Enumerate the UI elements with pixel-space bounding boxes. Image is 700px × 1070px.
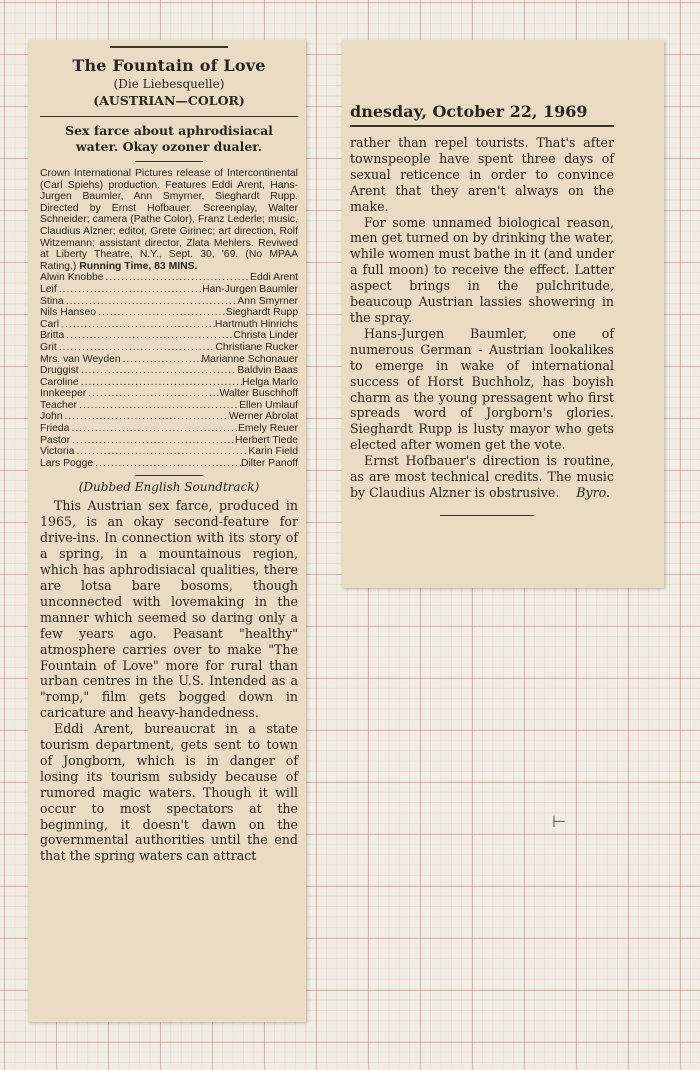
- leader-dots: [70, 435, 235, 447]
- paragraph: Hans-Jurgen Baumler, one of numerous German - Austrian lookalikes to emerge in wake of international success of Horst Buchholz, has boyish charm as the young pressagent who first spreads word of Jorgborn's glories. Sieghardt Rupp is lusty mayor who gets elected after women get the vote.: [350, 325, 614, 453]
- leader-dots: [57, 284, 202, 296]
- divider-short: [135, 161, 203, 162]
- cast-role: Druggist: [40, 365, 79, 377]
- film-title: The Fountain of Love: [72, 56, 266, 75]
- cast-row: [40, 446, 298, 458]
- cast-row: [40, 388, 298, 400]
- cast-actor: Eddi Arent: [250, 272, 298, 284]
- cast-list: [40, 272, 298, 469]
- cast-row: [40, 307, 298, 319]
- cast-role: Frieda: [40, 423, 70, 435]
- cast-actor: Helga Marlo: [241, 376, 298, 388]
- leader-dots: [57, 342, 216, 354]
- cast-row: [40, 272, 298, 284]
- cast-row: [40, 296, 298, 308]
- cast-row: [40, 400, 298, 412]
- review-body-left: [40, 498, 298, 864]
- original-title: (Die Liebesquelle): [113, 77, 225, 91]
- cast-role: Victoria: [40, 446, 75, 458]
- review-clipping-right: [342, 40, 664, 588]
- cast-role: Grit: [40, 341, 57, 353]
- cast-row: [40, 377, 298, 389]
- cast-row: [40, 411, 298, 423]
- cast-actor: Sieghardt Rupp: [225, 307, 298, 319]
- review-clipping-left: [28, 40, 306, 1022]
- cast-row: [40, 319, 298, 331]
- cast-role: Teacher: [40, 399, 77, 411]
- cast-row: [40, 435, 298, 447]
- divider: [40, 116, 298, 117]
- paragraph-text: Ernst Hofbauer's direction is routine, as are most technical credits. The music by Claudius Alzner is obstrusive.: [350, 453, 614, 500]
- dateline: dnesday, October 22, 1969: [350, 102, 588, 121]
- cast-role: Innkeeper: [40, 388, 87, 400]
- cast-role: Britta: [40, 330, 65, 342]
- review-body-right: [350, 135, 614, 501]
- cast-role: Pastor: [40, 434, 71, 446]
- leader-dots: [77, 400, 239, 412]
- cast-actor: Werner Abrolat: [228, 411, 298, 423]
- leader-dots: [69, 423, 237, 435]
- paragraph: Eddi Arent, bureaucrat in a state tourism department, gets sent to town of Jongborn, which is in danger of losing its tourism subsidy because of rumored magic waters. Though it will occur to most spectators at the beginning, it doesn't dawn on the governmental authorities until the end that the spring waters can attract: [40, 721, 298, 864]
- cast-actor: Hartmuth Hinrichs: [214, 318, 298, 330]
- end-rule: [440, 515, 534, 516]
- byline: Byro.: [576, 484, 610, 500]
- cast-role: John: [40, 411, 63, 423]
- cast-row: [40, 365, 298, 377]
- leader-dots: [104, 272, 251, 284]
- cast-row: [40, 423, 298, 435]
- cast-role: Mrs. van Weyden: [40, 353, 121, 365]
- pencil-mark-icon: ⊢: [552, 812, 566, 831]
- leader-dots: [63, 411, 229, 423]
- cast-role: Stina: [40, 295, 64, 307]
- leader-dots: [121, 354, 202, 366]
- top-rule: [110, 46, 228, 48]
- leader-dots: [59, 319, 215, 331]
- paragraph: This Austrian sex farce, produced in 1965, is an okay second-feature for drive-ins. In connection with its story of a spring, in a mountainous region, which has aphrodisiacal qualities, there are lotsa bare bosoms, though unconnected with lovemaking in the manner which seemed so daring only a few years ago. Peasant "healthy" atmosphere carries over to make "The Fountain of Love" more for rural than urban centres in the U.S. Intended as a "romp," film gets bogged down in caricature and heavy-handedness.: [40, 498, 298, 721]
- leader-dots: [93, 458, 241, 470]
- cast-role: Nils Hanseo: [40, 307, 97, 319]
- leader-dots: [79, 377, 242, 389]
- cast-role: Caroline: [40, 376, 79, 388]
- cast-row: [40, 284, 298, 296]
- origin-line: (AUSTRIAN—COLOR): [93, 93, 245, 108]
- cast-role: Leif: [40, 283, 57, 295]
- cast-actor: Christiane Rucker: [215, 341, 298, 353]
- cast-role: Carl: [40, 318, 60, 330]
- cast-actor: Ann Smyrner: [237, 295, 298, 307]
- cast-actor: Dilter Panoff: [241, 457, 298, 469]
- soundtrack-note: (Dubbed English Soundtrack): [78, 480, 260, 495]
- tagline: Sex farce about aphrodisiacal water. Okay ozoner dualer.: [65, 123, 273, 154]
- cast-actor: Herbert Tiede: [235, 434, 298, 446]
- dateline-rule: [350, 125, 614, 127]
- cast-row: [40, 354, 298, 366]
- cast-actor: Ellen Umlauf: [239, 399, 298, 411]
- cast-role: Alwin Knobbe: [40, 272, 104, 284]
- divider-short: [135, 475, 203, 476]
- cast-actor: Marianne Schonauer: [201, 353, 298, 365]
- cast-actor: Baldvin Baas: [237, 365, 298, 377]
- cast-row: [40, 330, 298, 342]
- cast-role: Lars Pogge: [40, 457, 94, 469]
- cast-row: [40, 342, 298, 354]
- cast-actor: Karin Field: [248, 446, 298, 458]
- credits-text: Crown International Pictures release of Intercontinental (Carl Spiehs) production. Features Eddi Arent, Hans-Jurgen Baumler, Ann Smyrner, Sieghardt Rupp. Directed by Ernst Hofbauer. Screenplay, Walter Schneider; camera (Pathe Color), Franz Lederle; music, Claudius Alzner; editor, Grete Girinec; art direction, Rolf Witzemann; assistant director, Zlata Mehlers. Reviwed at Liberty Theatre, N.Y., Sept. 30, '69. (No MPAA Rating.): [40, 168, 298, 272]
- paragraph: For some unnamed biological reason, men get turned on by drinking the water, while women must bathe in it (and under a full moon) to receive the effect. Latter aspect brings in the pulchritude, beaucoup Austrian lassies showering in the spray.: [350, 214, 614, 325]
- credits-block: [40, 168, 298, 272]
- paragraph: rather than repel tourists. That's after townspeople have spent three days of sexual reticence in order to convince Arent that they aren't always on the make.: [350, 135, 614, 214]
- cast-actor: Walter Buschhoff: [219, 388, 298, 400]
- leader-dots: [64, 296, 238, 308]
- paragraph: [350, 453, 614, 501]
- cast-row: [40, 458, 298, 470]
- cast-actor: Emely Reuer: [237, 423, 298, 435]
- leader-dots: [86, 388, 219, 400]
- running-time: Running Time, 83 MINS.: [79, 260, 198, 272]
- cast-actor: Han-Jurgen Baumler: [202, 283, 298, 295]
- cast-actor: Christa Linder: [233, 330, 298, 342]
- leader-dots: [74, 446, 248, 458]
- leader-dots: [79, 365, 238, 377]
- leader-dots: [64, 330, 233, 342]
- leader-dots: [96, 307, 226, 319]
